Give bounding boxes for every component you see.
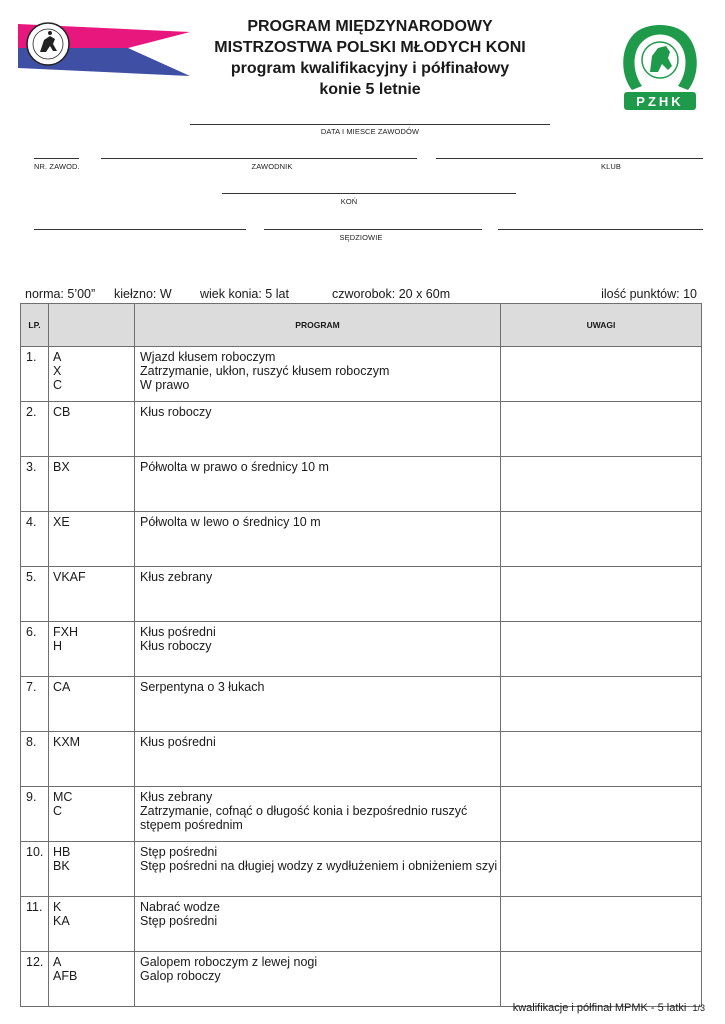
arena-letter: C xyxy=(53,804,63,818)
remarks-cell[interactable] xyxy=(501,842,702,897)
program-cell xyxy=(135,897,501,952)
row-number: 4. xyxy=(21,512,49,567)
remarks-cell[interactable] xyxy=(501,897,702,952)
arena-letter: MC xyxy=(53,790,73,804)
program-line: Kłus pośredni xyxy=(140,625,216,639)
program-line: Kłus roboczy xyxy=(140,639,212,653)
remarks-cell[interactable] xyxy=(501,952,702,1007)
title-line-3: program kwalifikacyjny i półfinałowy xyxy=(230,60,510,77)
page-number: 1/3 xyxy=(692,1003,705,1013)
arena-letters-cell xyxy=(49,952,135,1007)
program-cell xyxy=(135,567,501,622)
remarks-cell[interactable] xyxy=(501,512,702,567)
info-norma: norma: 5’00” xyxy=(25,287,96,301)
arena-letter: BK xyxy=(53,859,70,873)
rider-caption: ZAWODNIK xyxy=(251,162,293,171)
program-line: W prawo xyxy=(140,378,190,392)
arena-letter: A xyxy=(53,955,62,969)
program-line: Zatrzymanie, cofnąć o długość konia i bezpośrednio ruszyć xyxy=(140,804,468,818)
program-table-body xyxy=(21,347,702,1007)
arena-letters-cell xyxy=(49,567,135,622)
program-line: Galopem roboczym z lewej nogi xyxy=(140,955,318,969)
table-row xyxy=(21,732,702,787)
judge-line-1[interactable] xyxy=(34,229,246,230)
row-number: 2. xyxy=(21,402,49,457)
arena-letter: X xyxy=(53,364,62,378)
program-line: Wjazd kłusem roboczym xyxy=(140,350,276,364)
table-row xyxy=(21,457,702,512)
row-number: 12. xyxy=(21,952,49,1007)
arena-letter: K xyxy=(53,900,62,914)
federation-seal-icon xyxy=(26,22,70,66)
program-cell xyxy=(135,622,501,677)
arena-letter: FXH xyxy=(53,625,78,639)
program-cell xyxy=(135,457,501,512)
arena-letter: KA xyxy=(53,914,70,928)
arena-letters-cell xyxy=(49,677,135,732)
program-line: Nabrać wodze xyxy=(140,900,220,914)
arena-letter: HB xyxy=(53,845,71,859)
remarks-cell[interactable] xyxy=(501,732,702,787)
table-row xyxy=(21,567,702,622)
header-lp: LP. xyxy=(21,304,49,347)
arena-letters-cell xyxy=(49,347,135,402)
program-line: Galop roboczy xyxy=(140,969,221,983)
remarks-cell[interactable] xyxy=(501,402,702,457)
row-number: 8. xyxy=(21,732,49,787)
page-footer xyxy=(513,1002,705,1015)
arena-letter: A xyxy=(53,350,62,364)
program-line: Serpentyna o 3 łukach xyxy=(140,680,265,694)
program-cell xyxy=(135,787,501,842)
row-number: 3. xyxy=(21,457,49,512)
title-line-1: PROGRAM MIĘDZYNARODOWY xyxy=(247,18,493,35)
program-line: Kłus zebrany xyxy=(140,570,213,584)
row-number: 9. xyxy=(21,787,49,842)
table-row xyxy=(21,897,702,952)
club-caption: KLUB xyxy=(601,162,621,171)
pzhk-logo-text: PZHK xyxy=(636,94,684,109)
remarks-cell[interactable] xyxy=(501,787,702,842)
row-number: 7. xyxy=(21,677,49,732)
table-row xyxy=(21,512,702,567)
row-number: 11. xyxy=(21,897,49,952)
table-row xyxy=(21,952,702,1007)
date-place-line[interactable] xyxy=(190,124,550,125)
nr-caption: NR. ZAWOD. xyxy=(34,162,80,171)
arena-letters-cell xyxy=(49,732,135,787)
row-number: 1. xyxy=(21,347,49,402)
table-row xyxy=(21,347,702,402)
remarks-cell[interactable] xyxy=(501,677,702,732)
remarks-cell[interactable] xyxy=(501,347,702,402)
arena-letters-cell xyxy=(49,402,135,457)
program-cell xyxy=(135,952,501,1007)
info-kielzno: kiełzno: W xyxy=(114,287,172,301)
table-row xyxy=(21,402,702,457)
row-number: 10. xyxy=(21,842,49,897)
arena-letter: KXM xyxy=(53,735,81,749)
header-uwagi: UWAGI xyxy=(501,304,702,347)
rider-line[interactable] xyxy=(101,158,417,159)
info-punkty: ilość punktów: 10 xyxy=(601,287,697,301)
program-line: Kłus pośredni xyxy=(140,735,216,749)
program-line: stępem pośrednim xyxy=(140,818,243,832)
program-line: Stęp pośredni xyxy=(140,914,218,928)
arena-letters-cell xyxy=(49,622,135,677)
date-place-caption: DATA I MIESCE ZAWODÓW xyxy=(320,127,420,136)
program-cell xyxy=(135,677,501,732)
program-line: Zatrzymanie, ukłon, ruszyć kłusem roboczym xyxy=(140,364,390,378)
arena-letter: AFB xyxy=(53,969,78,983)
table-header-row xyxy=(21,304,702,347)
arena-letters-cell xyxy=(49,512,135,567)
table-row xyxy=(21,622,702,677)
arena-letter: H xyxy=(53,639,63,653)
program-line: Półwolta w lewo o średnicy 10 m xyxy=(140,515,321,529)
program-table xyxy=(20,303,702,1007)
program-line: Kłus roboczy xyxy=(140,405,212,419)
program-line: Stęp pośredni xyxy=(140,845,218,859)
program-line: Kłus zebrany xyxy=(140,790,213,804)
program-cell xyxy=(135,842,501,897)
judge-line-2[interactable] xyxy=(264,229,482,230)
program-cell xyxy=(135,347,501,402)
info-wiek: wiek konia: 5 lat xyxy=(200,287,289,301)
judges-caption: SĘDZIOWIE xyxy=(339,233,383,242)
title-line-2: MISTRZOSTWA POLSKI MŁODYCH KONI xyxy=(214,39,526,56)
header-program: PROGRAM xyxy=(135,304,501,347)
program-line: Stęp pośredni na długiej wodzy z wydłużeniem i obniżeniem szyi xyxy=(140,859,498,873)
arena-letters-cell xyxy=(49,787,135,842)
nr-line[interactable] xyxy=(34,158,79,159)
program-cell xyxy=(135,402,501,457)
remarks-cell[interactable] xyxy=(501,622,702,677)
table-row xyxy=(21,842,702,897)
arena-letter: XE xyxy=(53,515,70,529)
judge-line-3[interactable] xyxy=(498,229,703,230)
program-line: Półwolta w prawo o średnicy 10 m xyxy=(140,460,329,474)
pzhk-horseshoe-logo xyxy=(618,20,702,114)
remarks-cell[interactable] xyxy=(501,457,702,512)
row-number: 5. xyxy=(21,567,49,622)
row-number: 6. xyxy=(21,622,49,677)
arena-letter: CA xyxy=(53,680,71,694)
arena-letter: CB xyxy=(53,405,71,419)
arena-letter: BX xyxy=(53,460,70,474)
arena-letters-cell xyxy=(49,842,135,897)
arena-letters-cell xyxy=(49,457,135,512)
club-line[interactable] xyxy=(436,158,703,159)
footer-text: kwalifikacje i półfinał MPMK - 5 latki xyxy=(512,1002,687,1014)
program-cell xyxy=(135,512,501,567)
horse-line[interactable] xyxy=(222,193,516,194)
arena-letter: C xyxy=(53,378,63,392)
header-letters xyxy=(49,304,135,347)
program-cell xyxy=(135,732,501,787)
remarks-cell[interactable] xyxy=(501,567,702,622)
table-row xyxy=(21,787,702,842)
arena-letter: VKAF xyxy=(53,570,86,584)
title-line-4: konie 5 letnie xyxy=(319,81,421,98)
table-row xyxy=(21,677,702,732)
info-czworobok: czworobok: 20 x 60m xyxy=(332,287,451,301)
horse-caption: KOŃ xyxy=(340,197,358,206)
arena-letters-cell xyxy=(49,897,135,952)
